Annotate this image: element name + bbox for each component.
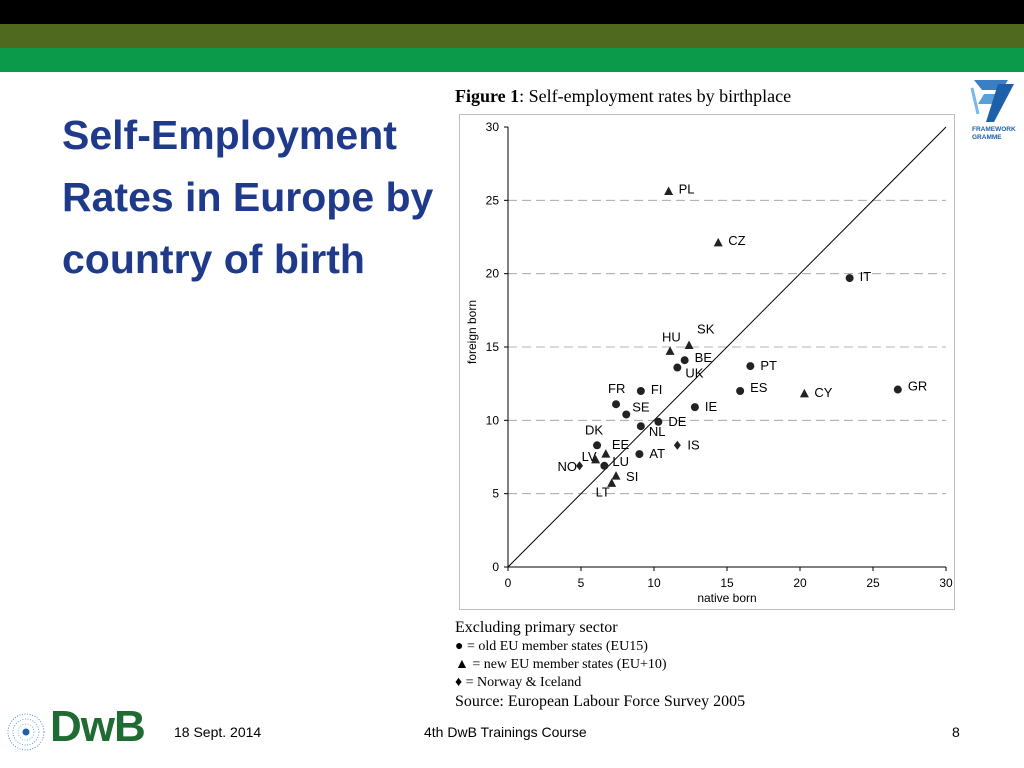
- point-label-sk: SK: [697, 321, 715, 337]
- point-label-is: IS: [687, 437, 700, 453]
- footer-course: 4th DwB Trainings Course: [424, 724, 587, 740]
- footer-date: 18 Sept. 2014: [174, 724, 262, 740]
- point-label-hu: HU: [662, 329, 681, 345]
- point-label-it: IT: [859, 269, 872, 285]
- point-label-es: ES: [750, 380, 768, 395]
- y-tick-label: 30: [485, 120, 499, 134]
- y-tick-label: 10: [485, 413, 499, 428]
- point-gr: [894, 386, 902, 394]
- x-tick-label: 30: [939, 576, 953, 590]
- point-label-de: DE: [668, 413, 687, 429]
- point-label-lu: LU: [612, 453, 629, 469]
- top-band: [0, 0, 1024, 24]
- note-norway-iceland: ♦ = Norway & Iceland: [455, 675, 582, 690]
- fp7-logo-text-2: GRAMME: [972, 134, 1002, 141]
- x-tick-label: 25: [866, 576, 880, 590]
- scatter-chart: [459, 114, 955, 610]
- note-excluding: Excluding primary sector: [455, 619, 618, 636]
- point-label-uk: UK: [685, 365, 704, 381]
- fp7-logo: [968, 76, 1024, 146]
- dwb-logo-text: DwB: [50, 702, 145, 751]
- point-label-ee: EE: [611, 437, 630, 453]
- point-label-at: AT: [649, 446, 666, 462]
- point-cz: [714, 238, 723, 247]
- fp7-logo-text-1: FRAMEWORK: [972, 126, 1016, 133]
- x-tick-label: 10: [647, 576, 661, 590]
- point-label-se: SE: [632, 399, 650, 415]
- point-label-ie: IE: [704, 399, 718, 415]
- point-uk: [673, 364, 681, 372]
- globe-icon: [8, 714, 44, 750]
- figure-caption: [455, 86, 791, 107]
- note-new-members: ▲ = new EU member states (EU+10): [455, 657, 667, 672]
- figure-caption-number: Figure 1: [455, 86, 520, 106]
- point-ee: [601, 449, 610, 458]
- point-fr: [612, 400, 620, 408]
- point-label-cz: CZ: [728, 232, 746, 248]
- x-tick-label: 15: [720, 576, 734, 590]
- point-label-nl: NL: [648, 424, 666, 440]
- point-es: [736, 387, 744, 395]
- point-at: [635, 450, 643, 458]
- point-lu: [600, 462, 608, 470]
- y-tick-label: 15: [485, 340, 499, 354]
- point-label-gr: GR: [907, 378, 928, 394]
- slide-title: Self-Employment Rates in Europe by country of birth: [62, 112, 434, 282]
- x-tick-label: 20: [793, 576, 807, 590]
- y-tick-label: 20: [485, 266, 499, 281]
- bottom-band: [0, 48, 1024, 72]
- point-is: [674, 441, 681, 450]
- point-label-pt: PT: [760, 358, 777, 374]
- y-tick-label: 25: [485, 193, 499, 208]
- point-label-no: NO: [557, 458, 578, 474]
- point-label-dk: DK: [585, 422, 604, 438]
- mid-band: [0, 24, 1024, 48]
- point-label-lt: LT: [595, 484, 610, 500]
- point-ie: [691, 403, 699, 411]
- point-label-pl: PL: [678, 181, 695, 197]
- note-old-members: ● = old EU member states (EU15): [455, 639, 648, 654]
- point-label-si: SI: [626, 469, 639, 485]
- point-se: [622, 410, 630, 418]
- y-tick-label: 5: [492, 486, 499, 501]
- point-si: [612, 471, 621, 480]
- point-label-fr: FR: [608, 381, 626, 397]
- point-pt: [746, 362, 754, 370]
- x-tick-label: 0: [504, 576, 512, 590]
- point-pl: [664, 187, 673, 196]
- point-label-lv: LV: [581, 448, 597, 464]
- x-tick-label: 5: [577, 576, 585, 590]
- point-label-be: BE: [694, 350, 713, 366]
- point-label-cy: CY: [814, 384, 833, 400]
- note-source: Source: European Labour Force Survey 2005: [455, 693, 746, 710]
- y-axis-label: foreign born: [465, 299, 479, 365]
- footer-page-number: 8: [952, 724, 960, 740]
- point-sk: [685, 341, 694, 350]
- point-fi: [637, 387, 645, 395]
- point-it: [846, 274, 854, 282]
- point-nl: [637, 422, 645, 430]
- point-label-fi: FI: [650, 382, 663, 397]
- point-be: [681, 356, 689, 364]
- figure-notes: [455, 618, 745, 712]
- figure-caption-text: : Self-employment rates by birthplace: [519, 86, 792, 106]
- x-axis-label: native born: [697, 591, 757, 605]
- y-tick-label: 0: [492, 560, 499, 574]
- point-cy: [800, 389, 809, 398]
- point-hu: [666, 346, 675, 355]
